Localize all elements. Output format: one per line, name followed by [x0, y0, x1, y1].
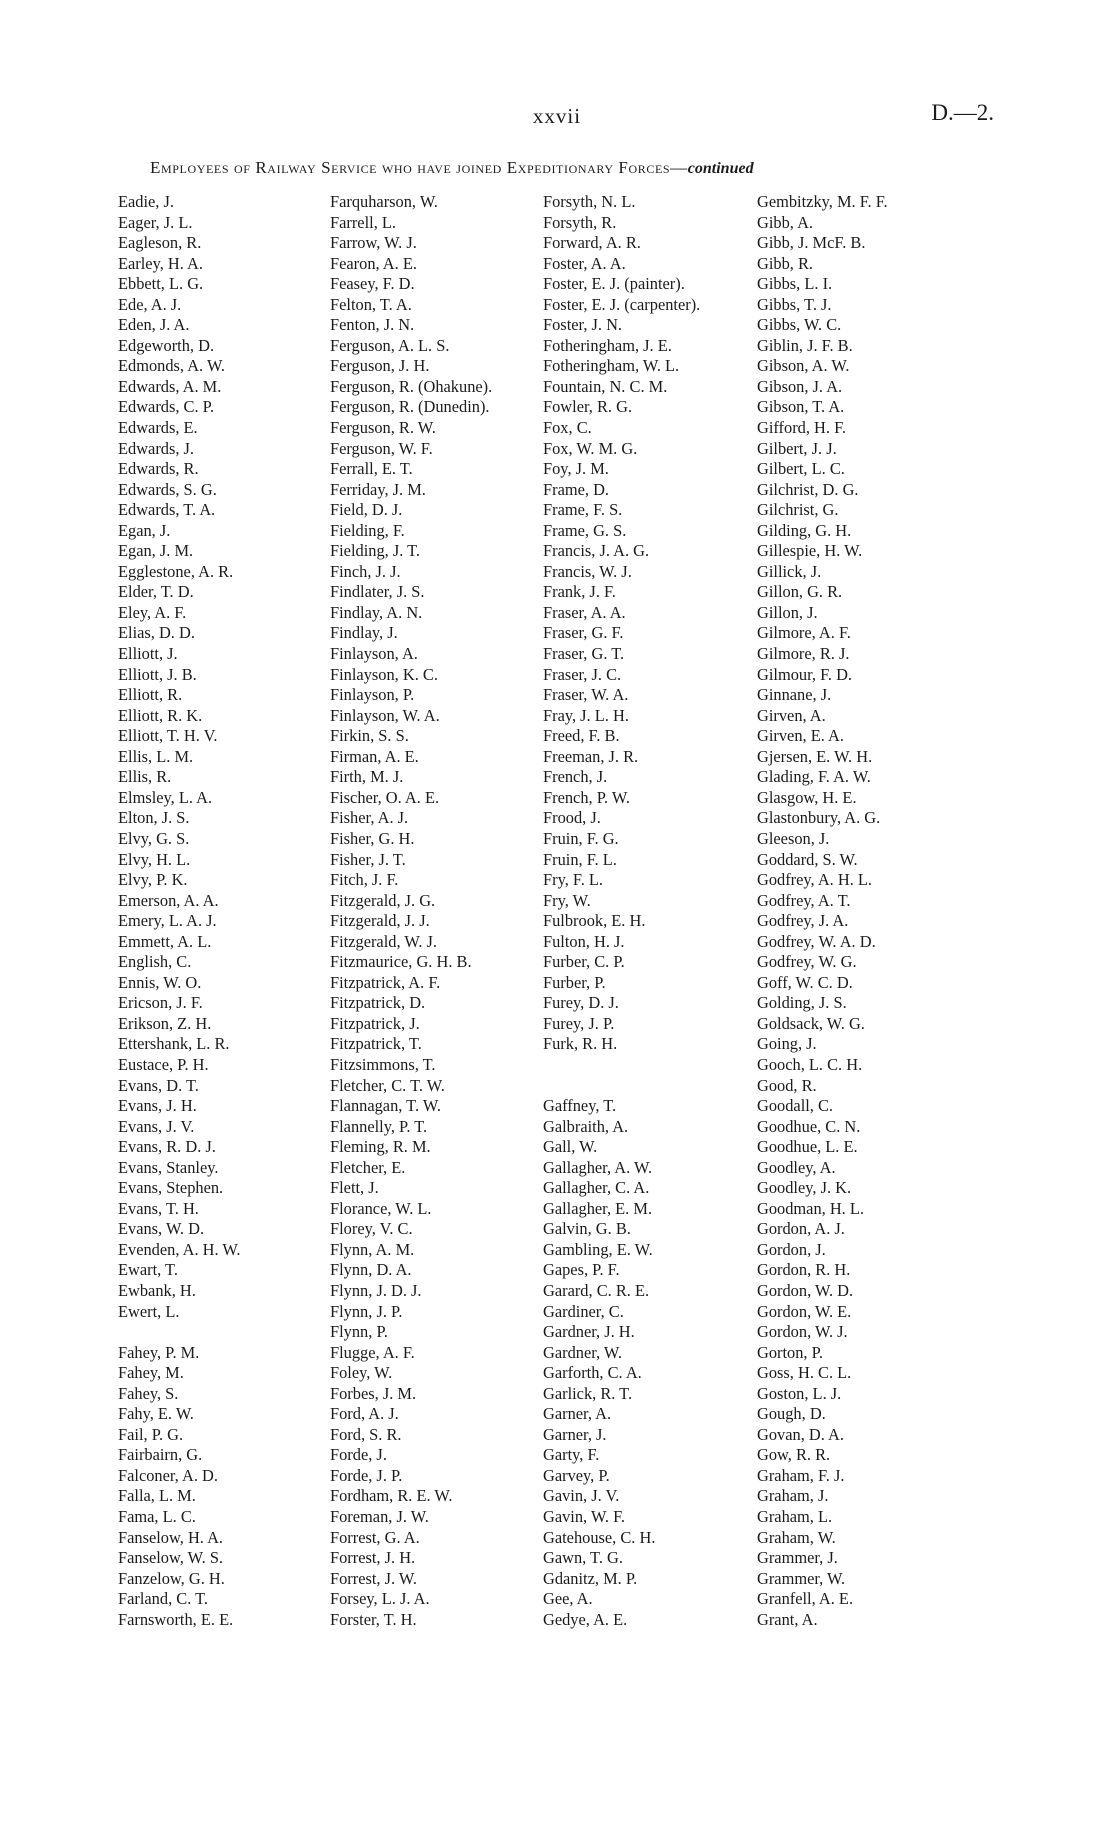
employee-name: French, J. [543, 767, 608, 787]
employee-name: Elder, T. D. [118, 582, 194, 602]
employee-name: Grant, A. [757, 1609, 818, 1629]
employee-name: Gordon, A. J. [757, 1219, 845, 1239]
employee-name: Foster, J. N. [543, 315, 623, 335]
employee-name: Firkin, S. S. [330, 726, 409, 746]
employee-name: Gordon, W. J. [757, 1322, 848, 1342]
employee-name: Ferrall, E. T. [330, 459, 413, 479]
employee-name: Ferguson, J. H. [330, 356, 430, 376]
employee-name: Furk, R. H. [543, 1034, 618, 1054]
employee-name [118, 1322, 323, 1343]
employee-name: Gibson, J. A. [757, 376, 843, 396]
employee-name: Flannelly, P. T. [330, 1116, 428, 1136]
employee-name: Fisher, A. J. [330, 808, 409, 828]
employee-name: Gorton, P. [757, 1342, 824, 1362]
employee-name: Egan, J. [118, 520, 171, 540]
employee-name: Gedye, A. E. [543, 1609, 628, 1629]
employee-name: Goff, W. C. D. [757, 972, 853, 992]
employee-name: Goddard, S. W. [757, 849, 858, 869]
employee-name: Fielding, J. T. [330, 541, 421, 561]
employee-name: Gilchrist, G. [757, 500, 839, 520]
employee-name: Flynn, P. [330, 1322, 388, 1342]
employee-name: Gambling, E. W. [543, 1239, 653, 1259]
employee-name: Gordon, J. [757, 1239, 826, 1259]
employee-name: Forbes, J. M. [330, 1383, 417, 1403]
employee-name: Forrest, G. A. [330, 1527, 420, 1547]
employee-name: Francis, J. A. G. [543, 541, 650, 561]
employee-name: Gifford, H. F. [757, 418, 846, 438]
employee-name: Flynn, A. M. [330, 1239, 415, 1259]
employee-name [543, 1076, 753, 1097]
employee-name: Gow, R. R. [757, 1445, 831, 1465]
employee-name: Foreman, J. W. [330, 1507, 429, 1526]
employee-name: Elvy, H. L. [118, 849, 191, 869]
employee-name: Fulton, H. J. [543, 931, 625, 951]
employee-name: Freeman, J. R. [543, 746, 639, 766]
employee-name: Fanselow, W. S. [118, 1548, 224, 1568]
employee-name: Fraser, A. A. [543, 602, 626, 622]
employee-name: Graham, L. [757, 1507, 833, 1526]
employee-name: Flett, J. [330, 1178, 379, 1198]
employee-name: Edwards, E. [118, 418, 198, 438]
employee-name: Flynn, D. A. [330, 1260, 412, 1280]
employee-name: Gall, W. [543, 1137, 598, 1157]
employee-name: Edwards, S. G. [118, 479, 217, 499]
employee-name: English, C. [118, 952, 192, 972]
employee-name: Evans, T. H. [118, 1198, 199, 1218]
employee-name: Fitzpatrick, D. [330, 993, 426, 1013]
employee-name: Fischer, O. A. E. [330, 787, 440, 807]
employee-name: Fruin, F. L. [543, 849, 617, 869]
employee-name: Frame, F. S. [543, 500, 623, 520]
employee-name: Ellis, L. M. [118, 746, 194, 766]
employee-name: Ferguson, R. W. [330, 418, 436, 438]
employee-name: Goodley, J. K. [757, 1178, 852, 1198]
employee-name: Fama, L. C. [118, 1507, 196, 1526]
employee-name: Goss, H. C. L. [757, 1363, 852, 1383]
employee-name: Gapes, P. F. [543, 1260, 620, 1280]
employee-name: Finlayson, W. A. [330, 705, 440, 725]
employee-name: Ewert, L. [118, 1301, 180, 1321]
employee-name: Ebbett, L. G. [118, 274, 204, 294]
employee-name: Emerson, A. A. [118, 890, 219, 910]
employee-name: Goodall, C. [757, 1096, 834, 1116]
employee-name: Eley, A. F. [118, 602, 187, 622]
employee-name: Emery, L. A. J. [118, 911, 217, 931]
employee-name: Fisher, G. H. [330, 828, 415, 848]
employee-name: Granfell, A. E. [757, 1589, 854, 1609]
employee-name: Garner, A. [543, 1404, 612, 1424]
employee-name: Gardner, W. [543, 1342, 622, 1362]
employee-name: Gillon, G. R. [757, 582, 843, 602]
employee-name: Gibb, A. [757, 212, 814, 232]
employee-name: Furber, C. P. [543, 952, 625, 972]
employee-name: Garty, F. [543, 1445, 600, 1465]
employee-name: Gibson, T. A. [757, 397, 845, 417]
employee-name: Girven, A. [757, 705, 826, 725]
employee-name: Goldsack, W. G. [757, 1013, 865, 1033]
employee-name: Fitzpatrick, A. F. [330, 972, 441, 992]
employee-name: Fairbairn, G. [118, 1445, 203, 1465]
employee-name: Ferguson, W. F. [330, 438, 433, 458]
employee-name: Farquharson, W. [330, 192, 438, 211]
employee-name: Evans, W. D. [118, 1219, 205, 1239]
employee-name: Farrell, L. [330, 212, 396, 232]
employee-name: Fearon, A. E. [330, 253, 417, 273]
employee-name: Fountain, N. C. M. [543, 376, 668, 396]
employee-name: Elias, D. D. [118, 623, 195, 643]
employee-name: Edwards, J. [118, 438, 195, 458]
names-column-3 [543, 192, 753, 1630]
employee-name: Gooch, L. C. H. [757, 1054, 863, 1074]
employee-name: Elliott, J. B. [118, 664, 197, 684]
employee-name: Edwards, A. M. [118, 376, 222, 396]
heading-continued: continued [687, 160, 754, 177]
employee-name: Fitzpatrick, J. [330, 1013, 420, 1033]
employee-name: Fahey, M. [118, 1363, 184, 1383]
employee-name: Gillick, J. [757, 561, 822, 581]
employee-name: Fitzgerald, J. J. [330, 911, 430, 931]
document-reference: D.—2. [931, 100, 994, 125]
employee-name: Grammer, J. [757, 1548, 838, 1568]
employee-name: Eden, J. A. [118, 315, 190, 335]
employee-name: Fisher, J. T. [330, 849, 406, 869]
employee-name: Gatehouse, C. H. [543, 1527, 656, 1547]
employee-name: Ferguson, R. (Ohakune). [330, 376, 493, 396]
employee-name: Fahey, S. [118, 1383, 179, 1403]
employee-name: Ewart, T. [118, 1260, 178, 1280]
employee-name: Garner, J. [543, 1424, 607, 1444]
employee-name: Elliott, T. H. V. [118, 726, 218, 746]
employee-name: Edwards, T. A. [118, 500, 216, 520]
employee-name: Ewbank, H. [118, 1280, 196, 1300]
employee-name: Edwards, R. [118, 459, 199, 479]
employee-name: Gee, A. [543, 1589, 593, 1609]
employee-name: Findlay, A. N. [330, 602, 423, 622]
employee-name: Flynn, J. D. J. [330, 1280, 422, 1300]
employee-name: Fruin, F. G. [543, 828, 619, 848]
employee-name: Ferguson, A. L. S. [330, 335, 450, 355]
employee-name: Gilmore, R. J. [757, 644, 850, 664]
employee-name: Gillon, J. [757, 602, 818, 622]
employee-name: Giblin, J. F. B. [757, 335, 853, 355]
employee-name: Gilmour, F. D. [757, 664, 853, 684]
employee-name: Findlay, J. [330, 623, 398, 643]
employee-name: Gibb, R. [757, 253, 814, 273]
employee-name: Field, D. J. [330, 500, 403, 520]
employee-name: Govan, D. A. [757, 1424, 844, 1444]
employee-name: Flynn, J. P. [330, 1301, 403, 1321]
employee-name: Ferguson, R. (Dunedin). [330, 397, 490, 417]
employee-name: Emmett, A. L. [118, 931, 212, 951]
employee-name: Feasey, F. D. [330, 274, 415, 294]
employee-name: Evans, J. V. [118, 1116, 195, 1136]
employee-name: Eager, J. L. [118, 212, 193, 232]
employee-name: Forde, J. [330, 1445, 387, 1465]
employee-name: Finlayson, K. C. [330, 664, 438, 684]
employee-name: Fordham, R. E. W. [330, 1486, 453, 1506]
employee-name: Ennis, W. O. [118, 972, 202, 992]
employee-name: Gleeson, J. [757, 828, 830, 848]
employee-name: Fitzsimmons, T. [330, 1054, 436, 1074]
employee-name: Finlayson, A. [330, 644, 418, 664]
employee-name: Gibb, J. McF. B. [757, 233, 866, 253]
employee-name: Gibson, A. W. [757, 356, 850, 376]
employee-name: Furey, J. P. [543, 1013, 615, 1033]
employee-name: Galvin, G. B. [543, 1219, 631, 1239]
employee-name: Fowler, R. G. [543, 397, 633, 417]
employee-name: Fletcher, E. [330, 1157, 406, 1177]
employee-name: Gordon, R. H. [757, 1260, 851, 1280]
employee-name: Fitzmaurice, G. H. B. [330, 952, 472, 972]
employee-name: Findlater, J. S. [330, 582, 425, 602]
employee-name: Gibbs, T. J. [757, 294, 832, 314]
employee-name: Evans, Stephen. [118, 1178, 224, 1198]
employee-name: Golding, J. S. [757, 993, 847, 1013]
employee-name: Finch, J. J. [330, 561, 401, 581]
employee-name: Forrest, J. W. [330, 1568, 417, 1588]
names-column-2 [330, 192, 540, 1630]
employee-name: Gibbs, L. I. [757, 274, 833, 294]
employee-name: Gallagher, C. A. [543, 1178, 650, 1198]
employee-name: Evans, D. T. [118, 1075, 199, 1095]
employee-name: Gordon, W. E. [757, 1301, 852, 1321]
employee-name: Graham, W. [757, 1527, 836, 1547]
employee-name: Grammer, W. [757, 1568, 846, 1588]
employee-name: Evenden, A. H. W. [118, 1239, 241, 1259]
employee-name: Firth, M. J. [330, 767, 404, 787]
employee-name: Gilchrist, D. G. [757, 479, 859, 499]
employee-name: Fitzpatrick, T. [330, 1034, 422, 1054]
employee-name: Goodman, H. L. [757, 1198, 864, 1218]
employee-name: Gardner, J. H. [543, 1322, 635, 1342]
employee-name: Earley, H. A. [118, 253, 203, 273]
employee-name: Fahey, P. M. [118, 1342, 200, 1362]
employee-name: Foy, J. M. [543, 459, 609, 479]
employee-name: Forsey, L. J. A. [330, 1589, 430, 1609]
employee-name: Glasgow, H. E. [757, 787, 857, 807]
employee-name: Graham, J. [757, 1486, 829, 1506]
employee-name: Fraser, G. F. [543, 623, 624, 643]
employee-name: Forde, J. P. [330, 1465, 403, 1485]
employee-name: Elliott, R. K. [118, 705, 203, 725]
employee-name: Forward, A. R. [543, 233, 641, 253]
employee-name: Ellis, R. [118, 767, 172, 787]
employee-name: Frank, J. F. [543, 582, 616, 602]
employee-name: Fox, C. [543, 418, 592, 438]
employee-name: Gilbert, L. C. [757, 459, 845, 479]
employee-name: Girven, E. A. [757, 726, 844, 746]
employee-name: Forrest, J. H. [330, 1548, 416, 1568]
employee-name: Evans, R. D. J. [118, 1137, 216, 1157]
employee-name: Evans, J. H. [118, 1096, 197, 1116]
employee-name: Fanselow, H. A. [118, 1527, 224, 1547]
employee-name: Foster, A. A. [543, 253, 626, 273]
employee-name: Gallagher, E. M. [543, 1198, 653, 1218]
employee-name: Frame, D. [543, 479, 610, 499]
employee-name: Furber, P. [543, 972, 606, 992]
employee-name: Elliott, J. [118, 644, 178, 664]
employee-name: Florey, V. C. [330, 1219, 413, 1239]
employee-name: Fletcher, C. T. W. [330, 1075, 445, 1095]
employee-name: Finlayson, P. [330, 685, 415, 705]
employee-name: Felton, T. A. [330, 294, 412, 314]
employee-name: Egan, J. M. [118, 541, 194, 561]
employee-name: Elvy, P. K. [118, 870, 188, 890]
employee-name: Godfrey, A. T. [757, 890, 851, 910]
employee-name: Gdanitz, M. P. [543, 1568, 638, 1588]
employee-name: Fry, W. [543, 890, 591, 910]
employee-name: Garard, C. R. E. [543, 1280, 650, 1300]
employee-name: Flugge, A. F. [330, 1342, 415, 1362]
employee-name: Fotheringham, J. E. [543, 335, 672, 355]
employee-name: Ettershank, L. R. [118, 1034, 230, 1054]
employee-name: Fox, W. M. G. [543, 438, 638, 458]
employee-name: Fotheringham, W. L. [543, 356, 680, 376]
employee-name: Gilmore, A. F. [757, 623, 851, 643]
employee-name: Godfrey, A. H. L. [757, 870, 873, 890]
employee-name: Elton, J. S. [118, 808, 190, 828]
employee-name: Gallagher, A. W. [543, 1157, 653, 1177]
employee-name: Gilding, G. H. [757, 520, 852, 540]
employee-name: Forsyth, R. [543, 212, 617, 232]
employee-name: Erikson, Z. H. [118, 1013, 212, 1033]
employee-name: Galbraith, A. [543, 1116, 629, 1136]
employee-name: Ford, A. J. [330, 1404, 399, 1424]
employee-name: Godfrey, W. A. D. [757, 931, 876, 951]
employee-name: Fahy, E. W. [118, 1404, 194, 1424]
employee-name: Foley, W. [330, 1363, 393, 1383]
employee-name: Fulbrook, E. H. [543, 911, 646, 931]
employee-name: Elvy, G. S. [118, 828, 190, 848]
employee-name: Gordon, W. D. [757, 1280, 854, 1300]
employee-name: Gough, D. [757, 1404, 826, 1424]
employee-name: Falconer, A. D. [118, 1465, 218, 1485]
employee-name: Gawn, T. G. [543, 1548, 623, 1568]
employee-name: Going, J. [757, 1034, 817, 1054]
employee-name: Garlick, R. T. [543, 1383, 633, 1403]
employee-name: Farnsworth, E. E. [118, 1609, 234, 1629]
names-column-4 [757, 192, 987, 1630]
employee-name: Furey, D. J. [543, 993, 619, 1013]
employee-name: Glading, F. A. W. [757, 767, 871, 787]
employee-name: Gilbert, J. J. [757, 438, 837, 458]
employee-name: Fraser, G. T. [543, 644, 625, 664]
employee-name: Fitch, J. F. [330, 870, 399, 890]
employee-name: French, P. W. [543, 787, 630, 807]
employee-name: Egglestone, A. R. [118, 561, 234, 581]
employee-name: Farrow, W. J. [330, 233, 417, 253]
employee-name: Forster, T. H. [330, 1609, 417, 1629]
employee-name: Fry, F. L. [543, 870, 604, 890]
employee-name: Firman, A. E. [330, 746, 419, 766]
employee-name: Edwards, C. P. [118, 397, 215, 417]
employee-name: Gavin, W. F. [543, 1507, 626, 1526]
employee-name: Goodley, A. [757, 1157, 836, 1177]
employee-name: Eustace, P. H. [118, 1054, 209, 1074]
list-heading [150, 158, 970, 178]
employee-name: Francis, W. J. [543, 561, 632, 581]
employee-name: Evans, Stanley. [118, 1157, 219, 1177]
employee-name: Ford, S. R. [330, 1424, 402, 1444]
employee-name: Freed, F. B. [543, 726, 620, 746]
employee-name: Fleming, R. M. [330, 1137, 431, 1157]
names-column-1 [118, 192, 323, 1630]
employee-name: Fraser, W. A. [543, 685, 629, 705]
employee-name: Edmonds, A. W. [118, 356, 226, 376]
employee-name: Godfrey, W. G. [757, 952, 857, 972]
employee-name: Ede, A. J. [118, 294, 182, 314]
employee-name: Fray, J. L. H. [543, 705, 629, 725]
employee-name: Edgeworth, D. [118, 335, 215, 355]
employee-name: Godfrey, J. A. [757, 911, 849, 931]
employee-name: Garforth, C. A. [543, 1363, 642, 1383]
employee-name: Fenton, J. N. [330, 315, 415, 335]
employee-name: Falla, L. M. [118, 1486, 196, 1506]
page-number: xxvii [532, 104, 582, 128]
employee-name: Eagleson, R. [118, 233, 202, 253]
employee-name: Goodhue, C. N. [757, 1116, 861, 1136]
employee-name: Gaffney, T. [543, 1096, 617, 1116]
employee-name: Gavin, J. V. [543, 1486, 620, 1506]
employee-name: Gibbs, W. C. [757, 315, 842, 335]
employee-name: Good, R. [757, 1075, 817, 1095]
employee-name: Goodhue, L. E. [757, 1137, 858, 1157]
employee-name: Ginnane, J. [757, 685, 832, 705]
employee-name: Fanzelow, G. H. [118, 1568, 225, 1588]
employee-name: Fitzgerald, J. G. [330, 890, 436, 910]
employee-name: Foster, E. J. (painter). [543, 274, 685, 294]
heading-main: Employees of Railway Service who have joined Expeditionary Forces— [150, 158, 688, 177]
employee-name: Goston, L. J. [757, 1383, 842, 1403]
employee-name: Flannagan, T. W. [330, 1096, 441, 1116]
employee-name [543, 1055, 753, 1076]
employee-name: Gillespie, H. W. [757, 541, 863, 561]
employee-name: Farland, C. T. [118, 1589, 208, 1609]
employee-name: Gembitzky, M. F. F. [757, 192, 888, 211]
employee-name: Frame, G. S. [543, 520, 627, 540]
employee-name: Florance, W. L. [330, 1198, 432, 1218]
employee-name: Elliott, R. [118, 685, 183, 705]
employee-name: Eadie, J. [118, 192, 174, 211]
employee-name: Fraser, J. C. [543, 664, 622, 684]
employee-name: Glastonbury, A. G. [757, 808, 881, 828]
employee-name: Gardiner, C. [543, 1301, 624, 1321]
employee-name: Frood, J. [543, 808, 601, 828]
employee-name: Graham, F. J. [757, 1465, 845, 1485]
employee-name: Forsyth, N. L. [543, 192, 636, 211]
employee-name: Foster, E. J. (carpenter). [543, 294, 701, 314]
employee-name: Fail, P. G. [118, 1424, 184, 1444]
employee-name: Garvey, P. [543, 1465, 610, 1485]
employee-name: Ferriday, J. M. [330, 479, 426, 499]
employee-name: Fielding, F. [330, 520, 405, 540]
employee-name: Elmsley, L. A. [118, 787, 213, 807]
employee-name: Fitzgerald, W. J. [330, 931, 437, 951]
employee-name: Gjersen, E. W. H. [757, 746, 873, 766]
employee-name: Ericson, J. F. [118, 993, 203, 1013]
